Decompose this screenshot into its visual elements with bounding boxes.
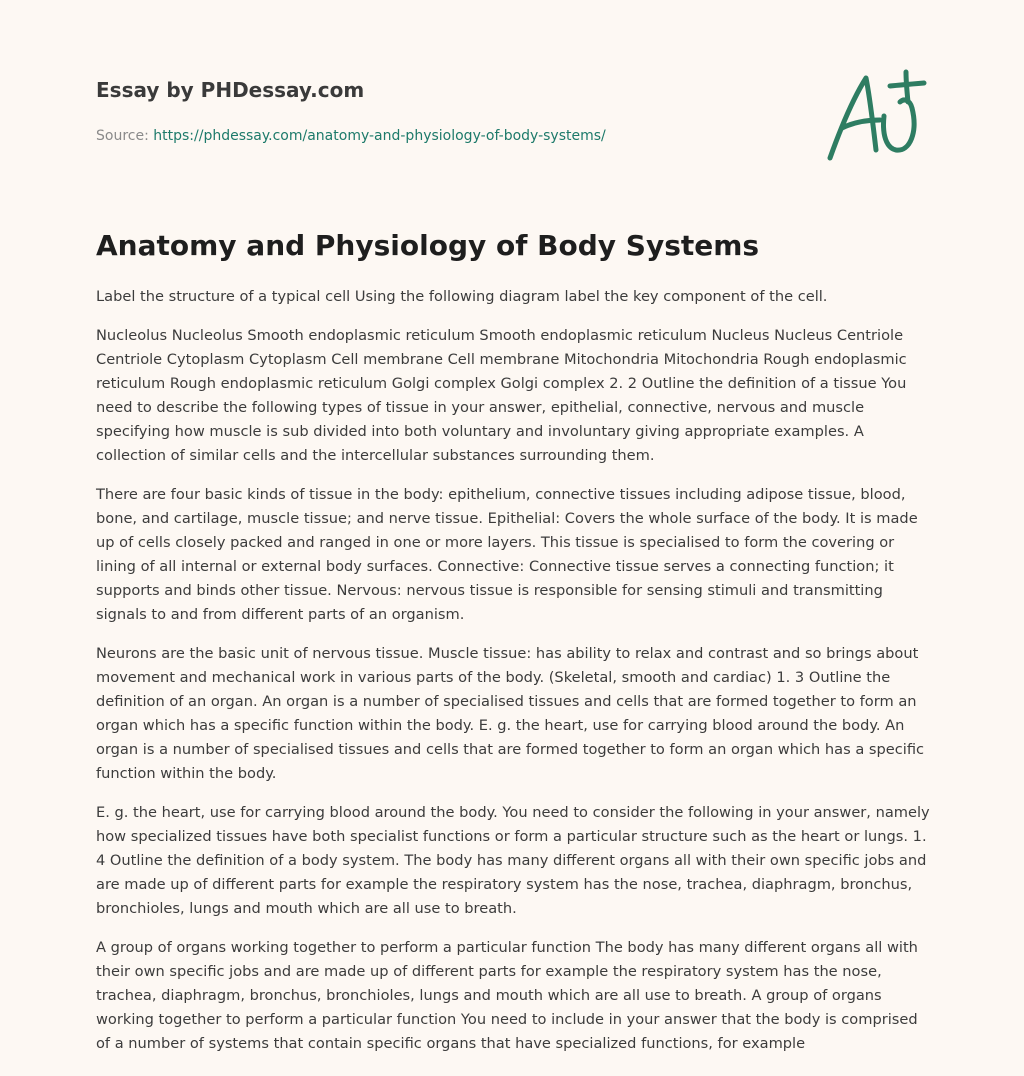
- site-brand: Essay by PHDessay.com: [96, 78, 365, 102]
- article-paragraph-1: Label the structure of a typical cell Using the following diagram label the key component of the cell.: [96, 288, 828, 305]
- article-title: Anatomy and Physiology of Body Systems: [96, 229, 760, 262]
- essay-header: [96, 76, 796, 146]
- source-label: Source:: [96, 128, 154, 144]
- article-paragraph-3: There are four basic kinds of tissue in the body: epithelium, connective tissues including adipose tissue, blood, bone, and cartilage, muscle tissue; and nerve tissue. Epithelial: Covers the whole surface of the body. It is made up of cells closely packed and ranged in one or more layers. This tissue is specialised to form the covering or lining of all internal or external body surfaces. Connective: Connective tissue serves a connecting function; it supports and binds other tissue. Nervous: nervous tissue is responsible for sensing stimuli and transmitting signals to and from different parts of an organism.: [96, 486, 918, 623]
- article-paragraph-6: A group of organs working together to perform a particular function The body has many different organs all with their own specific jobs and are made up of different parts for example the respiratory system has the nose, trachea, diaphragm, bronchus, bronchioles, lungs and mouth which are all use to breath. A group of organs working together to perform a particular function You need to include in your answer that the body is comprised of a number of systems that contain specific organs that have specialized functions, for example: [96, 939, 918, 1052]
- article-body: [96, 285, 932, 1071]
- article-paragraph-2: Nucleolus Nucleolus Smooth endoplasmic reticulum Smooth endoplasmic reticulum Nucleus Nucleus Centriole Centriole Cytoplasm Cytoplasm Cell membrane Cell membrane Mitochondria Mitochondria Rough endoplasmic reticulum Rough endoplasmic reticulum Golgi complex Golgi complex 2. 2 Outline the definition of a tissue You need to describe the following types of tissue in your answer, epithelial, connective, nervous and muscle specifying how muscle is sub divided into both voluntary and involuntary giving appropriate examples. A collection of similar cells and the intercellular substances surrounding them.: [96, 327, 907, 464]
- a-plus-grade-icon: [824, 68, 928, 164]
- article-paragraph-4: Neurons are the basic unit of nervous tissue. Muscle tissue: has ability to relax and contrast and so brings about movement and mechanical work in various parts of the body. (Skeletal, smooth and cardiac) 1. 3 Outline the definition of an organ. An organ is a number of specialised tissues and cells that are formed together to form an organ which has a specific function within the body. E. g. the heart, use for carrying blood around the body. An organ is a number of specialised tissues and cells that are formed together to form an organ which has a specific function within the body.: [96, 645, 925, 782]
- source-line: [96, 126, 796, 146]
- article-paragraph-5: E. g. the heart, use for carrying blood around the body. You need to consider the following in your answer, namely how specialized tissues have both specialist functions or form a particular structure such as the heart or lungs. 1. 4 Outline the definition of a body system. The body has many different organs all with their own specific jobs and are made up of different parts for example the respiratory system has the nose, trachea, diaphragm, bronchus, bronchioles, lungs and mouth which are all use to breath.: [96, 804, 930, 917]
- source-link[interactable]: https://phdessay.com/anatomy-and-physiology-of-body-systems/: [153, 128, 606, 144]
